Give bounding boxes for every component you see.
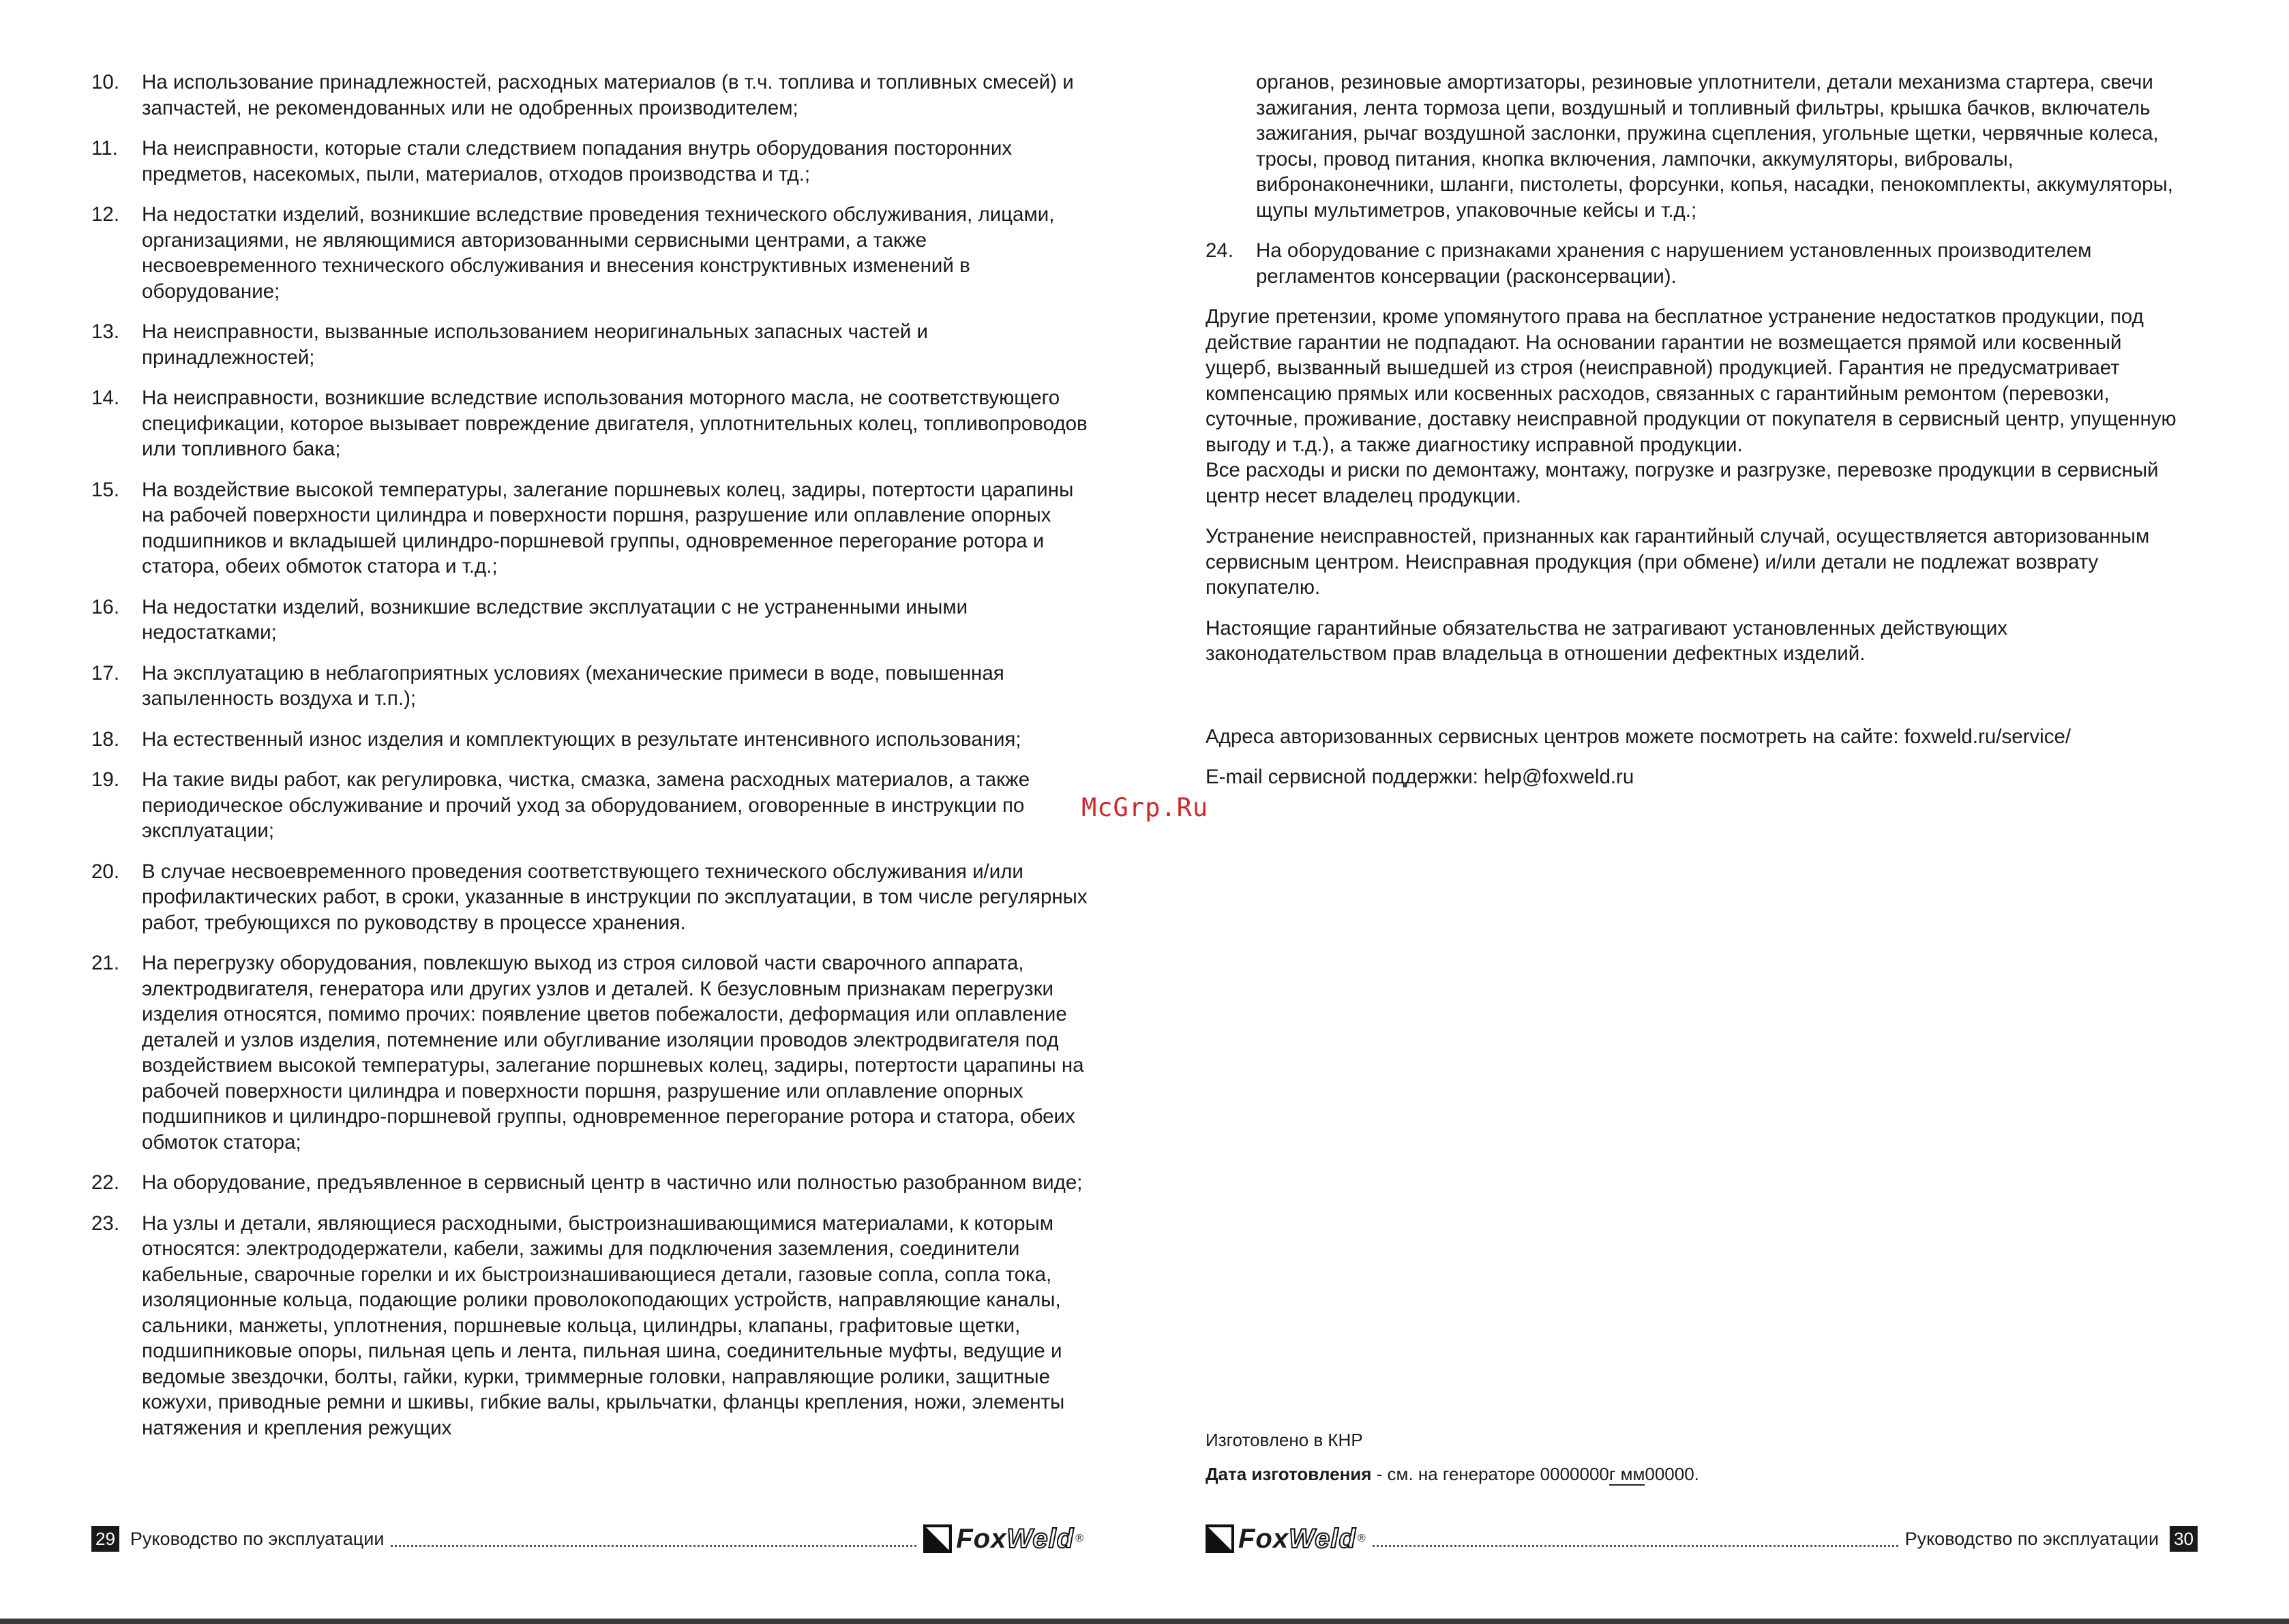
left-column xyxy=(91,70,1090,1456)
list-item xyxy=(91,1211,1090,1441)
list-item-number: 19. xyxy=(91,768,120,791)
list-item xyxy=(91,661,1090,712)
list-item-number: 10. xyxy=(91,71,120,93)
manufacture-date xyxy=(1206,1463,1699,1485)
list-item xyxy=(91,950,1090,1155)
list-item-text: На такие виды работ, как регулировка, чистка, смазка, замена расходных материалов, а также периодическое обслуживание и прочий уход за оборудованием, оговоренные в инструкции по эксплуатации; xyxy=(142,768,1030,842)
list-item xyxy=(91,595,1090,646)
list-item xyxy=(91,727,1090,753)
list-item xyxy=(91,385,1090,462)
foxweld-logo xyxy=(1206,1524,1366,1554)
made-in-label: Изготовлено в КНР xyxy=(1206,1430,1363,1450)
page-number-right: 30 xyxy=(2170,1526,2198,1552)
bottom-edge-bar xyxy=(0,1619,2289,1624)
warranty-paragraph-2: Все расходы и риски по демонтажу, монтажу, погрузке и разгрузке, перевозке продукции в сервисный центр несет владелец продукции. xyxy=(1206,459,2159,507)
warranty-paragraph-4: Настоящие гарантийные обязательства не затрагивают установленных действующих законодательством прав владельца в отношении дефектных изделий. xyxy=(1206,616,2008,665)
list-item xyxy=(91,767,1090,844)
list-item-text: В случае несвоевременного проведения соответствующего технического обслуживания и/или профилактических работ, в сроки, указанные в инструкции по эксплуатации, в том числе регулярных работ, требующихся по руководству в процессе хранения. xyxy=(142,860,1088,934)
list-item-number: 24. xyxy=(1206,239,1234,262)
list-item-text: На узлы и детали, являющиеся расходными, быстроизнашивающимися материалами, к которым относятся: электрододержатели, кабели, зажимы для подключения заземления, соединители кабельные, сварочные горелки и их быстроизнашивающиеся детали, газовые сопла, сопла тока, изоляционные кольца, подающие ролики проволокоподающих устройств, направляющие каналы, сальники, манжеты, уплотнения, поршневые кольца, цилиндры, клапаны, графитовые щетки, подшипниковые опоры, пильная цепь и лента, пильная шина, соединительные муфты, ведущие и ведомые звездочки, болты, гайки, курки, триммерные головки, направляющие ролики, защитные кожухи, приводные ремни и шкивы, гибкие валы, крыльчатки, фланцы крепления, ножи, элементы натяжения и крепления режущих xyxy=(142,1212,1065,1439)
item-23-continuation: органов, резиновые амортизаторы, резиновые уплотнители, детали механизма стартера, свечи зажигания, лента тормоза цепи, воздушный и топливный фильтры, крышка бачков, включатель зажигания, рычаг воздушной заслонки, пружина сцепления, угольные щетки, червячные колеса, тросы, провод питания, кнопка включения, лампочки, аккумуляторы, вибровалы, вибронаконечники, шланги, пистолеты, форсунки, копья, насадки, пенокомплекты, аккумуляторы, щупы мультиметров, упаковочные кейсы и т.д.; xyxy=(1256,71,2173,222)
warranty-paragraph-1: Другие претензии, кроме упомянутого права на бесплатное устранение недостатков продукции, под действие гарантии не подпадают. На основании гарантии не возмещается прямой или косвенный ущерб, вызванный вышедшей из строя (неисправной) продукцией. Гарантия не предусматривает компенсацию прямых или косвенных расходов, связанных с гарантийным ремонтом (перевозки, суточные, проживание, доставку неисправной продукции от покупателя в сервисный центр, упущенную выгоду и т.д.), а также диагностику исправной продукции. xyxy=(1206,305,2176,456)
watermark: McGrp.Ru xyxy=(1081,793,1209,822)
logo-fox-text: Fox xyxy=(1238,1523,1289,1554)
foxweld-logo-icon xyxy=(923,1524,952,1553)
list-item-text: На неисправности, которые стали следствием попадания внутрь оборудования посторонних предметов, насекомых, пыли, материалов, отходов производства и тд.; xyxy=(142,137,1013,185)
list-item-number: 14. xyxy=(91,387,120,409)
list-item xyxy=(91,859,1090,936)
logo-registered-mark: ® xyxy=(1357,1533,1366,1544)
list-item-24 xyxy=(1206,238,2177,289)
footer-left xyxy=(91,1525,1083,1552)
list-item xyxy=(91,202,1090,304)
warranty-paragraph-3: Устранение неисправностей, признанных как гарантийный случай, осуществляется авторизованным сервисным центром. Неисправная продукция (при обмене) и/или детали не подлежат возврату покупателю. xyxy=(1206,525,2150,599)
support-email-text: E-mail сервисной поддержки: help@foxweld.ru xyxy=(1206,766,1634,788)
logo-weld-text: Weld xyxy=(1006,1523,1075,1554)
service-addresses-text: Адреса авторизованных сервисных центров можете посмотреть на сайте: foxweld.ru/service/ xyxy=(1206,725,2071,748)
list-item-number: 16. xyxy=(91,595,120,618)
list-item-number: 18. xyxy=(91,727,120,751)
manufacture-date-text: - см. на генераторе 0000000 xyxy=(1371,1464,1609,1484)
list-item-text: На недостатки изделий, возникшие вследствие эксплуатации с не устраненными иными недостатками; xyxy=(142,595,968,644)
list-item-number: 22. xyxy=(91,1171,120,1194)
list-item-text: На перегрузку оборудования, повлекшую выход из строя силовой части сварочного аппарата, электродвигателя, генератора или других узлов и деталей. К безусловным признакам перегрузки изделия относятся, помимо прочих: появление цветов побежалости, деформация или оплавление деталей и узлов изделия, потемнение или обугливание изоляции проводов электродвигателя под воздействием высокой температуры, залегание поршневых колец, задиры, потертости царапины на рабочей поверхности цилиндра и поверхности поршня, разрушение или оплавление опорных подшипников и цилиндро-поршневой группы, одновременное перегорание ротора и статора, обеих обмоток статора; xyxy=(142,952,1084,1154)
list-item xyxy=(91,136,1090,187)
right-column xyxy=(1206,70,2177,805)
list-item-number: 13. xyxy=(91,320,120,343)
logo-registered-mark: ® xyxy=(1075,1533,1083,1544)
logo-fox-text: Fox xyxy=(956,1523,1007,1554)
footer-dots xyxy=(391,1545,916,1547)
list-item xyxy=(91,477,1090,580)
list-item-text: На воздействие высокой температуры, залегание поршневых колец, задиры, потертости царапины на рабочей поверхности цилиндра и поверхности поршня, разрушение или оплавление опорных подшипников и вкладышей цилиндро-поршневой группы, одновременное перегорание ротора и статора, обеих обмоток статора и т.д.; xyxy=(142,478,1074,577)
list-item-text: На естественный износ изделия и комплектующих в результате интенсивного использования; xyxy=(142,727,1021,751)
page-number-left: 29 xyxy=(91,1526,119,1552)
list-item xyxy=(91,70,1090,121)
list-item-number: 15. xyxy=(91,478,120,501)
list-item-text: На оборудование с признаками хранения с нарушением установленных производителем регламентов консервации (расконсервации). xyxy=(1256,239,2092,288)
list-item-number: 17. xyxy=(91,661,120,685)
manufacture-date-suffix: 00000. xyxy=(1645,1464,1699,1484)
list-item-number: 20. xyxy=(91,860,120,883)
list-item-number: 21. xyxy=(91,952,120,974)
footer-right xyxy=(1206,1525,2198,1552)
footer-title-right: Руководство по эксплуатации xyxy=(1904,1528,2159,1549)
list-item-number: 11. xyxy=(91,137,118,160)
list-item-text: На неисправности, возникшие вследствие использования моторного масла, не соответствующего спецификации, которое вызывает повреждение двигателя, уплотнительных колец, топливопроводов или топливного бака; xyxy=(142,387,1088,460)
list-item-text: На неисправности, вызванные использованием неоригинальных запасных частей и принадлежностей; xyxy=(142,320,928,369)
foxweld-logo xyxy=(923,1524,1083,1554)
list-item-text: На недостатки изделий, возникшие вследствие проведения технического обслуживания, лицами, организациями, не являющимися авторизованными сервисными центрами, а также несвоевременного технического обслуживания и внесения конструктивных изменений в оборудование; xyxy=(142,203,1055,303)
list-item-number: 12. xyxy=(91,203,120,226)
manufacture-date-label: Дата изготовления xyxy=(1206,1464,1372,1484)
footer-dots xyxy=(1373,1545,1898,1547)
logo-weld-text: Weld xyxy=(1289,1523,1356,1554)
list-item-text: На эксплуатацию в неблагоприятных условиях (механические примеси в воде, повышенная запыленность воздуха и т.п.); xyxy=(142,661,1004,710)
list-item xyxy=(91,319,1090,370)
list-item-text: На оборудование, предъявленное в сервисный центр в частично или полностью разобранном виде; xyxy=(142,1171,1083,1194)
list-item-text: На использование принадлежностей, расходных материалов (в т.ч. топлива и топливных смесей) и запчастей, не рекомендованных или не одобренных производителем; xyxy=(142,71,1074,119)
manufacture-date-mark: г мм xyxy=(1609,1464,1645,1484)
foxweld-logo-icon xyxy=(1206,1524,1234,1553)
list-item xyxy=(91,1170,1090,1196)
list-item-number: 23. xyxy=(91,1212,120,1235)
footer-title-left: Руководство по эксплуатации xyxy=(130,1528,385,1549)
